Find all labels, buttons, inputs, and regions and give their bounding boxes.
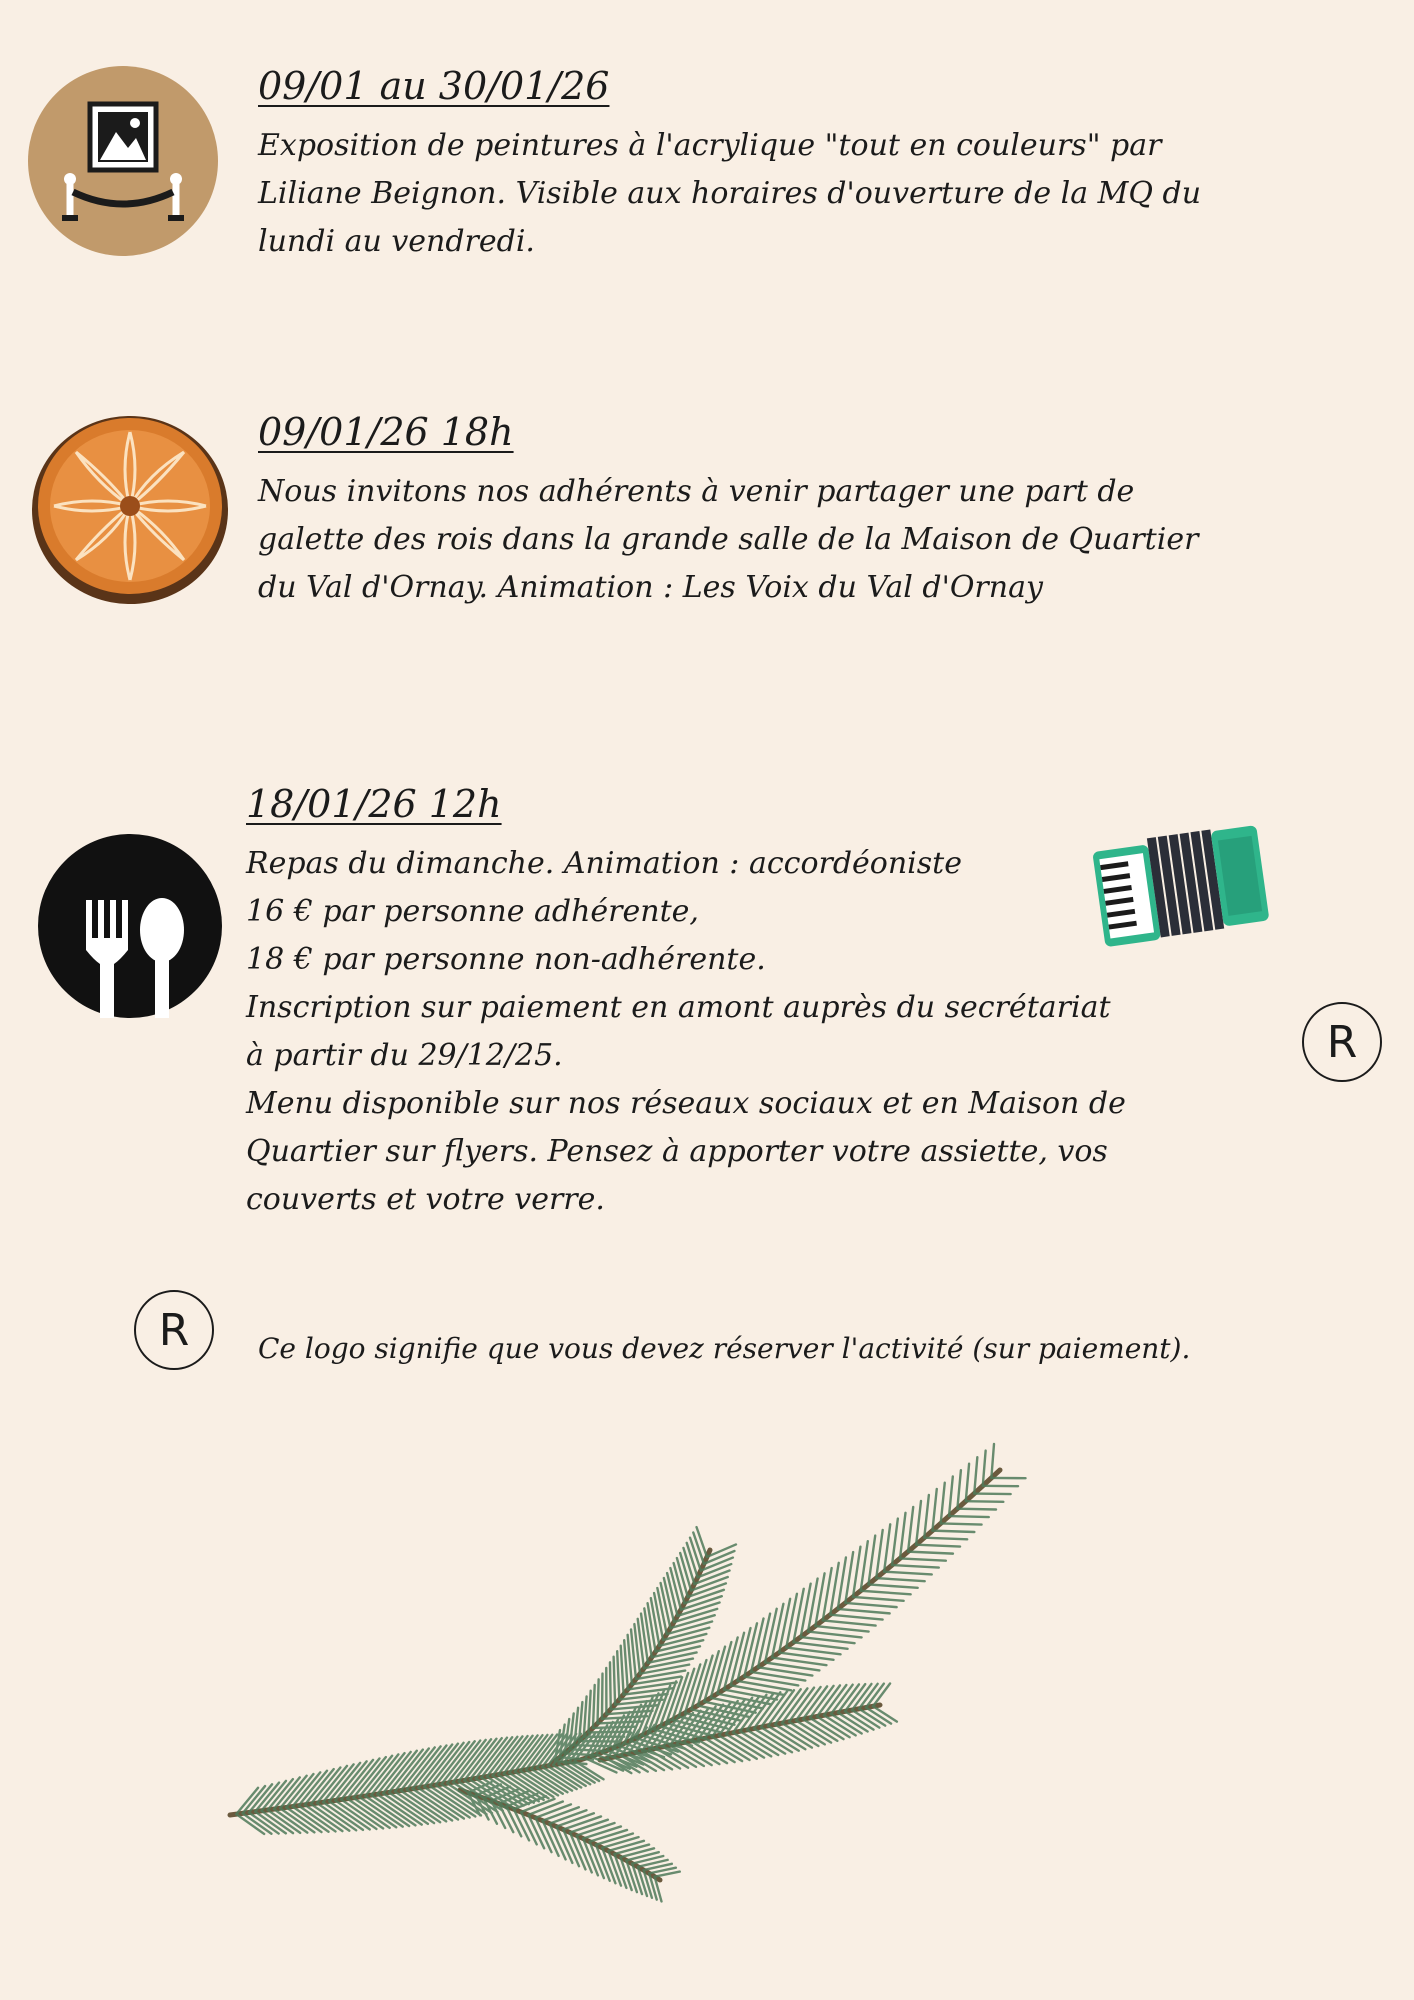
pine-needle: [574, 1745, 612, 1746]
pine-needle: [817, 1717, 850, 1738]
description-line: Nous invitons nos adhérents à venir partager une part de: [258, 474, 1135, 509]
pine-needle: [808, 1632, 862, 1638]
event-description: [258, 468, 1274, 612]
pine-needle: [588, 1732, 630, 1733]
pine-needle: [815, 1626, 868, 1631]
pine-needle: [810, 1718, 844, 1739]
pine-needle: [838, 1609, 890, 1613]
pine-needle: [690, 1538, 701, 1571]
pine-needle: [691, 1741, 727, 1763]
pine-needle: [884, 1572, 932, 1575]
fork-spoon-icon: [38, 834, 222, 1018]
pine-needle: [845, 1603, 896, 1607]
pine-needle: [598, 1721, 642, 1723]
pine-needle: [651, 1598, 660, 1646]
pine-needle: [957, 1509, 996, 1510]
event-galette: [258, 410, 1274, 612]
pine-needle: [868, 1584, 917, 1587]
pine-needle: [593, 1727, 636, 1728]
pine-needle: [593, 1685, 595, 1728]
pine-needle: [900, 1558, 946, 1560]
pine-needle: [602, 1837, 638, 1848]
pine-needle: [796, 1720, 831, 1742]
description-line: Quartier sur flyers. Pensez à apporter votre assiette, vos: [246, 1134, 1108, 1169]
event-date: 09/01/26 18h: [258, 410, 514, 454]
pine-needle: [974, 1494, 1010, 1495]
pine-needle: [243, 1813, 272, 1833]
event-date: 09/01 au 30/01/26: [258, 64, 610, 108]
description-line: Exposition de peintures à l'acrylique "tout en couleurs" par: [258, 128, 1162, 163]
pine-needle: [684, 1742, 719, 1764]
pine-needle: [908, 1552, 953, 1554]
pine-needle: [588, 1691, 590, 1733]
pine-needle: [579, 1741, 618, 1742]
pine-needle: [823, 1620, 876, 1625]
description-line: 18 € par personne non-adhérente.: [246, 942, 766, 977]
pine-needle: [584, 1696, 587, 1736]
pine-needle: [916, 1545, 960, 1547]
description-line: Menu disponible sur nos réseaux sociaux et en Maison de: [246, 1086, 1126, 1121]
description-line: 16 € par personne adhérente,: [246, 894, 699, 929]
pine-needle: [677, 1744, 712, 1765]
event-exposition: [258, 64, 1274, 266]
description-line: Inscription sur paiement en amont auprès du secrétariat: [246, 990, 1111, 1025]
event-description: [258, 122, 1274, 266]
description-line: couverts et votre verre.: [246, 1182, 605, 1217]
legend-reservation-badge: R: [134, 1290, 214, 1370]
description-line: Liliane Beignon. Visible aux horaires d'ouverture de la MQ du: [258, 176, 1202, 211]
pine-needle: [236, 1814, 264, 1834]
pine-needle: [602, 1674, 603, 1719]
pine-needle: [801, 1637, 855, 1643]
gallery-icon: [28, 66, 218, 256]
pine-needle: [621, 1646, 624, 1695]
pine-needle: [697, 1527, 707, 1557]
pine-needle: [924, 1538, 967, 1540]
legend-text: Ce logo signifie que vous devez réserver l'activité (sur paiement).: [258, 1332, 1191, 1365]
pine-needle: [830, 1615, 882, 1620]
pine-needle: [614, 1657, 615, 1705]
pine-needle: [949, 1516, 989, 1517]
pine-branch-icon: [220, 1430, 1070, 1910]
description-line: lundi au vendredi.: [258, 224, 535, 259]
description-line: galette des rois dans la grande salle de la Maison de Quartier: [258, 522, 1199, 557]
pine-needle: [786, 1648, 840, 1655]
pine-needle: [803, 1719, 837, 1741]
accordion-icon: [1092, 822, 1272, 952]
pine-needle: [876, 1578, 924, 1581]
description-line: à partir du 29/12/25.: [246, 1038, 563, 1073]
pine-needle: [941, 1523, 982, 1524]
event-date: 18/01/26 12h: [246, 782, 502, 826]
pine-needle: [932, 1531, 974, 1532]
pine-needle: [853, 1597, 904, 1601]
description-line: du Val d'Ornay. Animation : Les Voix du Val d'Ornay: [258, 570, 1043, 605]
pine-needle: [966, 1501, 1004, 1502]
pine-needle: [670, 1745, 704, 1766]
pine-needle: [624, 1640, 628, 1689]
galette-icon: [30, 410, 230, 606]
pine-needle: [598, 1679, 599, 1723]
pine-needle: [793, 1642, 847, 1648]
pine-needle: [570, 1749, 606, 1751]
pine-needle: [293, 1807, 329, 1832]
pine-needle: [861, 1591, 911, 1595]
reservation-badge: R: [1302, 1002, 1382, 1082]
description-line: Repas du dimanche. Animation : accordéoniste: [246, 846, 962, 881]
pine-needle: [608, 1841, 644, 1851]
pine-needle: [892, 1565, 939, 1568]
pine-needle: [610, 1662, 611, 1709]
pine-needle: [617, 1651, 619, 1699]
pine-needle: [693, 1532, 704, 1563]
pine-needle: [614, 1845, 649, 1854]
pine-needle: [286, 1807, 321, 1832]
